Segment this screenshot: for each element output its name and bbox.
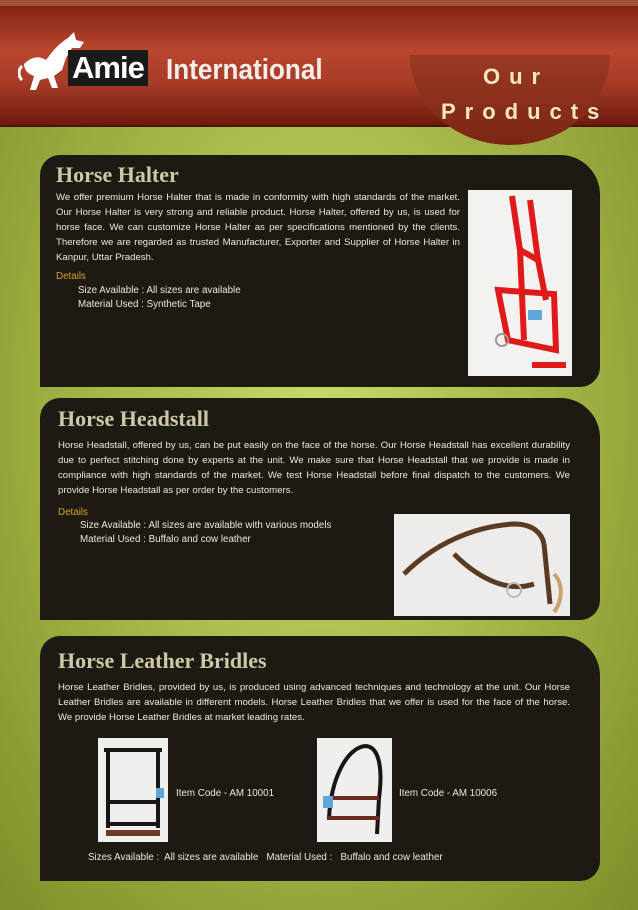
- section-body: Horse Headstall, offered by us, can be put easily on the face of the horse. Our Horse Headstall has excellent durability due to perfect stitching done by experts at the unit. We make sure that Horse Headstall that we provide is made in compliance with high standards of the market. We test Horse Headstall before final dispatch to the customers. We provide Horse Headstall as per order by the customers.: [58, 440, 570, 496]
- header-shine: [0, 0, 638, 6]
- item-code: Item Code - AM 10001: [176, 788, 275, 799]
- logo-text: Amie: [68, 50, 148, 86]
- section-body: We offer premium Horse Halter that is made in conformity with high standards of the market. Our Horse Halter is very strong and reliable product. Horse Halter, offered by us, is used for horse face. We can customize Horse Halter as per specifications mentioned by the clients. Therefore we are regarded as trusted Manufacturer, Exporter and Supplier of Horse Halter in Kanpur, Uttar Pradesh.: [56, 192, 460, 263]
- bridle-illustration-icon: [317, 738, 392, 842]
- our-heading: Our: [483, 64, 550, 89]
- bridle-illustration-icon: [98, 738, 168, 842]
- halter-illustration-icon: [468, 190, 572, 376]
- section-title: Horse Headstall: [58, 406, 209, 431]
- horse-halter-image: [468, 190, 572, 376]
- products-heading: Products: [441, 99, 609, 124]
- bridle-am10001-image: [98, 738, 168, 842]
- item-code: Item Code - AM 10006: [399, 788, 498, 799]
- section-title: Horse Leather Bridles: [58, 648, 267, 673]
- brand-name: International: [166, 54, 323, 86]
- section-title: Horse Halter: [56, 162, 179, 187]
- material-spec: Material Used : Buffalo and cow leather: [80, 534, 251, 545]
- section-body: Horse Leather Bridles, provided by us, is produced using advanced techniques and technology at the unit. Our Horse Leather Bridles are available in different models. Horse Leather Bridles that we offer is used for the face of the horse. We provide Horse Leather Bridles at market leading rates.: [58, 682, 570, 723]
- details-label: Details: [56, 271, 86, 282]
- horse-headstall-image: [394, 514, 570, 616]
- bridle-am10006-image: [317, 738, 392, 842]
- bridles-specs: Sizes Available : All sizes are available Material Used : Buffalo and cow leather: [88, 852, 443, 863]
- material-spec: Material Used : Synthetic Tape: [78, 299, 211, 310]
- details-label: Details: [58, 507, 88, 518]
- headstall-illustration-icon: [394, 514, 570, 616]
- size-spec: Size Available : All sizes are available: [78, 285, 241, 296]
- size-spec: Size Available : All sizes are available with various models: [80, 520, 332, 531]
